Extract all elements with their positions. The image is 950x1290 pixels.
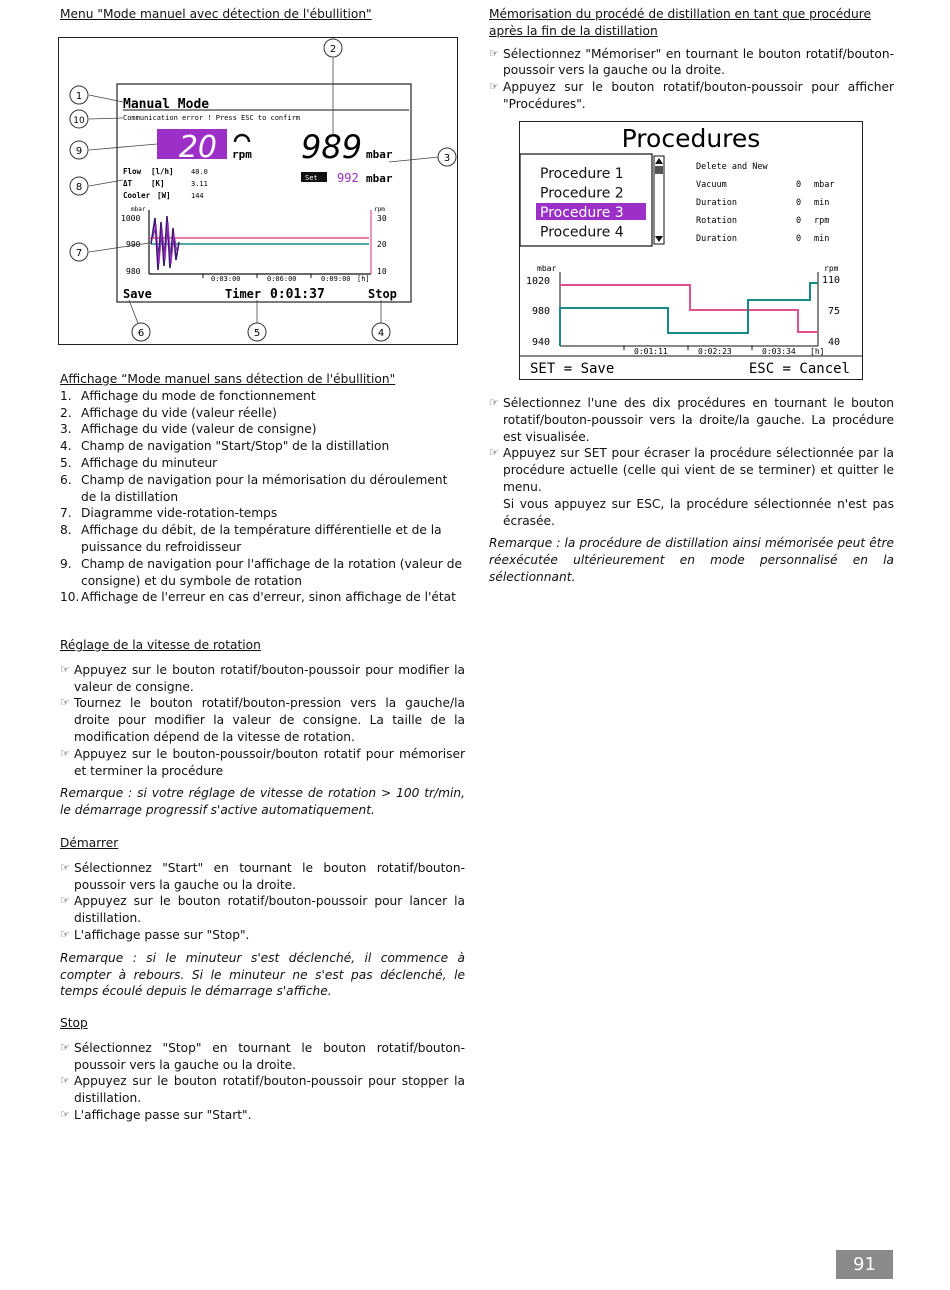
info-value: 0 [796, 234, 802, 244]
left-tick: 1000 [121, 214, 141, 223]
vacuum-set: 992 [337, 171, 359, 185]
info-unit: mbar [814, 180, 835, 190]
memorize-bullets [489, 46, 894, 113]
left-tick: 940 [532, 337, 551, 348]
list-item: ☞ Appuyez sur le bouton rotatif/bouton-poussoir pour modifier la valeur de consigne. [60, 662, 465, 694]
manual-mode-screen [59, 38, 457, 344]
cooler-unit: [W] [157, 191, 171, 200]
callout-3: 3 [443, 153, 451, 164]
time-tick: 0:02:23 [698, 347, 732, 356]
legend-item: 4. Champ de navigation "Start/Stop" de la distillation [60, 439, 390, 454]
lcd-error: Communication error ! Press ESC to confirm [123, 114, 301, 122]
speed-title: Réglage de la vitesse de rotation [60, 638, 261, 652]
pointing-hand-icon: ☞ [60, 696, 70, 710]
speed-section [60, 637, 465, 819]
left-tick: 980 [126, 267, 141, 276]
right-tick: 20 [377, 240, 387, 249]
legend-item: 2. Affichage du vide (valeur réelle) [60, 405, 277, 420]
procedure-item[interactable]: Procedure 1 [540, 166, 624, 182]
vacuum-unit: mbar [366, 148, 393, 161]
pointing-hand-icon: ☞ [60, 1074, 70, 1088]
time-tick: 0:06:00 [267, 275, 297, 283]
info-header: Delete and New [696, 162, 768, 172]
list-item: ☞ Appuyez sur le bouton-poussoir/bouton rotatif pour mémoriser et terminer la procédure [60, 746, 465, 778]
pointing-hand-icon: ☞ [489, 46, 499, 60]
pointing-hand-icon: ☞ [60, 927, 70, 941]
vacuum-set-unit: mbar [366, 172, 393, 185]
dt-unit: [K] [151, 179, 165, 188]
time-unit: [h] [357, 275, 370, 283]
legend-item: 1. Affichage du mode de fonctionnement [60, 388, 316, 403]
info-label: Rotation [696, 216, 737, 226]
legend-item: 7. Diagramme vide-rotation-temps [60, 506, 278, 521]
callout-7: 7 [75, 248, 83, 259]
list-item: ☞ Appuyez sur le bouton rotatif/bouton-poussoir pour afficher "Procédures". [489, 80, 894, 111]
pointing-hand-icon: ☞ [60, 662, 70, 676]
right-tick: 40 [828, 337, 841, 348]
time-tick: 0:03:00 [211, 275, 241, 283]
list-item: ☞ Sélectionnez l'une des dix procédures en tournant le bouton rotatif/bouton-poussoir vers la droite/la gauche. La procédure est visualisée. [489, 396, 894, 444]
procedure-item[interactable]: Procedure 2 [540, 185, 624, 202]
legend-item: 10. Affichage de l'erreur en cas d'erreur, sinon affichage de l'état [60, 590, 456, 605]
flow-unit: [l/h] [151, 167, 174, 176]
info-value: 0 [796, 198, 802, 208]
timer-value: 0:01:37 [270, 287, 325, 302]
start-section [60, 835, 465, 1000]
stop-button[interactable]: Stop [368, 287, 397, 301]
dt-label: ΔT [123, 179, 133, 188]
legend-item: 6. Champ de navigation pour la mémorisation du déroulement de la distillation [60, 472, 448, 504]
pointing-hand-icon: ☞ [489, 396, 499, 409]
flow-label: Flow [123, 167, 142, 176]
start-remark: Remarque : si le minuteur s'est déclenché, il commence à compter à rebours. Si le minuteur ne s'est pas déclenché, le temps écoulé depuis le démarrage s'affiche. [60, 950, 465, 999]
legend-title: Affichage “Mode manuel sans détection de l'ébullition" [60, 372, 396, 386]
time-tick: 0:03:34 [762, 347, 796, 356]
stop-section [60, 1015, 465, 1124]
info-value: 0 [796, 180, 802, 190]
set-save-button[interactable]: SET = Save [530, 361, 615, 377]
legend-item: 3. Affichage du vide (valeur de consigne) [60, 422, 317, 437]
callout-2: 2 [329, 44, 337, 55]
list-item: ☞ Sélectionnez "Mémoriser" en tournant le bouton rotatif/bouton-poussoir vers la gauche ou la droite. [489, 46, 894, 78]
info-unit: rpm [814, 216, 830, 226]
select-bullets [489, 395, 894, 529]
left-axis-unit: mbar [131, 206, 146, 213]
set-label: Set [305, 174, 318, 182]
right-tick: 10 [377, 267, 387, 276]
time-tick: 0:01:11 [634, 347, 668, 356]
figure-caption: Menu "Mode manuel avec détection de l'ébullition" [60, 7, 372, 21]
display-legend [60, 371, 465, 606]
callout-4: 4 [377, 328, 385, 339]
info-value: 0 [796, 216, 802, 226]
info-label: Duration [696, 198, 737, 208]
right-axis-unit: rpm [824, 264, 839, 273]
pointing-hand-icon: ☞ [60, 746, 70, 760]
rpm-unit: rpm [232, 148, 252, 161]
rotation-icon [235, 135, 249, 142]
pointing-hand-icon: ☞ [489, 446, 499, 460]
timer-label: Timer [225, 287, 262, 301]
pointing-hand-icon: ☞ [60, 894, 70, 908]
speed-remark: Remarque : si votre réglage de vitesse de rotation > 100 tr/min, le démarrage progressif s'active automatiquement. [60, 786, 465, 818]
info-label: Vacuum [696, 180, 727, 190]
legend-item: 9. Champ de navigation pour l'affichage de la rotation (valeur de consigne) et du symbole de rotation [60, 556, 462, 588]
cooler-label: Cooler [123, 191, 151, 200]
callout-10: 10 [73, 116, 85, 126]
procedures-display [520, 122, 862, 379]
list-item: ☞ L'affichage passe sur "Start". [60, 1107, 252, 1122]
right-tick: 110 [822, 275, 841, 286]
select-section [489, 395, 894, 586]
list-item: ☞ L'affichage passe sur "Stop". [60, 927, 250, 942]
cooler-value: 144 [191, 192, 204, 200]
right-axis-unit: rpm [374, 206, 385, 213]
left-tick: 980 [532, 306, 551, 317]
dt-value: 3.11 [191, 180, 208, 188]
left-axis-unit: mbar [537, 264, 557, 273]
callout-9: 9 [75, 146, 83, 157]
left-tick: 990 [126, 240, 141, 249]
list-item: ☞ Appuyez sur le bouton rotatif/bouton-poussoir pour stopper la distillation. [60, 1074, 465, 1106]
time-unit: [h] [810, 347, 825, 356]
list-item: Si vous appuyez sur ESC, la procédure sélectionnée n'est pas écrasée. [503, 496, 894, 528]
callout-5: 5 [253, 328, 261, 339]
memorize-title: Mémorisation du procédé de distillation en tant que procédure après la fin de la distillation [489, 7, 871, 38]
procedure-remark: Remarque : la procédure de distillation ainsi mémorisée peut être réexécutée ultérieurement en mode personnalisé en la sélectionnant. [489, 536, 894, 584]
rpm-value: 20 [178, 130, 217, 165]
stop-bullets [60, 1040, 465, 1124]
procedures-title: Procedures [621, 124, 761, 153]
list-item: ☞ Tournez le bouton rotatif/bouton-pression vers la gauche/la droite pour modifier la valeur de consigne. La taille de la modification dépend de la vitesse de rotation. [60, 696, 465, 744]
start-title: Démarrer [60, 836, 119, 850]
procedure-item[interactable]: Procedure 4 [540, 224, 624, 241]
left-tick: 1020 [526, 276, 551, 287]
flow-value: 40.0 [191, 168, 208, 176]
procedures-screen [519, 121, 863, 380]
pointing-hand-icon: ☞ [60, 860, 70, 874]
pointing-hand-icon: ☞ [60, 1040, 70, 1054]
page-number: 91 [836, 1250, 893, 1279]
pointing-hand-icon: ☞ [60, 1107, 70, 1121]
esc-cancel-button[interactable]: ESC = Cancel [748, 361, 850, 377]
legend-item: 5. Affichage du minuteur [60, 455, 218, 470]
start-bullets [60, 860, 465, 944]
legend-list [60, 388, 465, 606]
time-tick: 0:09:00 [321, 275, 351, 283]
callout-6: 6 [137, 328, 145, 339]
list-item: ☞ Appuyez sur SET pour écraser la procédure sélectionnée par la procédure actuelle (celle qui vient de se terminer) et quitter le menu. [489, 446, 894, 494]
procedure-item[interactable]: Procedure 3 [540, 205, 624, 221]
callout-1: 1 [75, 91, 83, 102]
list-item: ☞ Sélectionnez "Start" en tournant le bouton rotatif/bouton-poussoir vers la gauche ou la droite. [60, 860, 465, 892]
save-button[interactable]: Save [123, 287, 152, 301]
callout-8: 8 [75, 182, 83, 193]
legend-item: 8. Affichage du débit, de la température différentielle et de la puissance du refroidisseur [60, 523, 442, 554]
stop-title: Stop [60, 1016, 88, 1030]
info-unit: min [814, 198, 830, 208]
vacuum-actual: 989 [301, 128, 363, 166]
info-label: Duration [696, 234, 737, 244]
lcd-title: Manual Mode [123, 97, 210, 112]
speed-bullets [60, 662, 465, 780]
manual-mode-figure [58, 37, 458, 345]
right-tick: 30 [377, 214, 387, 223]
list-item: ☞ Sélectionnez "Stop" en tournant le bouton rotatif/bouton-poussoir vers la gauche ou la droite. [60, 1040, 465, 1072]
right-tick: 75 [828, 306, 841, 317]
list-item: ☞ Appuyez sur le bouton rotatif/bouton-poussoir pour lancer la distillation. [60, 894, 465, 926]
info-unit: min [814, 234, 830, 244]
memorize-section [489, 6, 894, 113]
pointing-hand-icon: ☞ [489, 80, 499, 94]
